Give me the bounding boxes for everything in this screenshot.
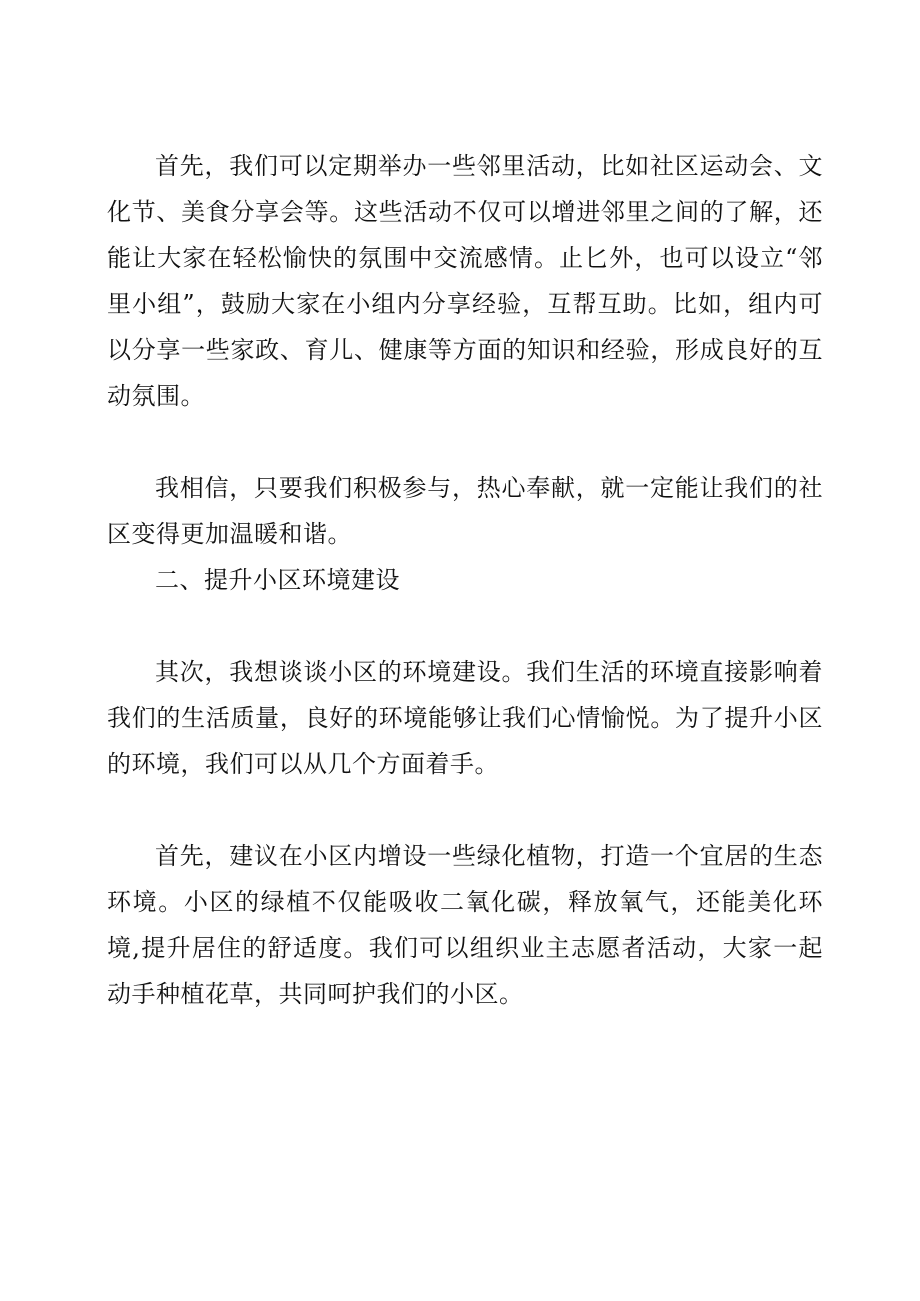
paragraph-greening: 首先，建议在小区内增设一些绿化植物，打造一个宜居的生态环境。小区的绿植不仅能吸收二氧化碳，释放氧气，还能美化环境,提升居住的舒适度。我们可以组织业主志愿者活动，大家一起动手种植花草，共同呵护我们的小区。 [107, 842, 823, 1008]
document-body [107, 143, 823, 1017]
paragraph-belief: 我相信，只要我们积极参与，热心奉献，就一定能让我们的社区变得更加温暖和谐。 [107, 474, 823, 548]
paragraph-neighbor-activities: 首先，我们可以定期举办一些邻里活动，比如社区运动会、文化节、美食分享会等。这些活动不仅可以增进邻里之间的了解，还能让大家在轻松愉快的氛围中交流感情。止匕外，也可以设立“邻里小组”，鼓励大家在小组内分享经验，互帮互助。比如，组内可以分享一些家政、育儿、健康等方面的知识和经验，形成良好的互动氛围。 [107, 152, 823, 410]
section-heading-environment: 二、提升小区环境建设 [155, 566, 400, 594]
paragraph-environment-intro: 其次，我想谈谈小区的环境建设。我们生活的环境直接影响着我们的生活质量，良好的环境能够让我们心情愉悦。为了提升小区的环境，我们可以从几个方面着手。 [107, 658, 823, 778]
